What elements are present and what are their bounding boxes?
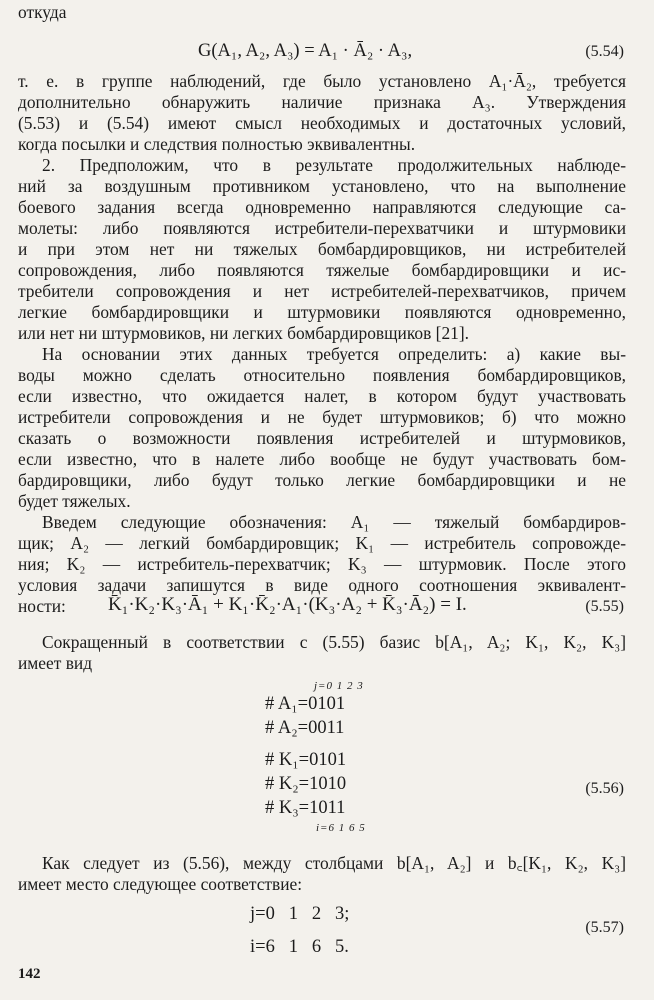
text-line: молеты: либо появляются истребители-перехватчики и штурмовики (18, 218, 626, 238)
text-line: щик; A₂ — легкий бомбардировщик; K₁ — истребитель сопровожде- (18, 533, 626, 553)
text-line: бардировщики, либо будут только легкие бомбардировщики и не (18, 470, 626, 490)
text-line: дополнительно обнаружить наличие признака A₃. Утверждения (18, 92, 626, 112)
paragraph-start: На основании этих данных требуется определить: а) какие вы- (42, 344, 626, 364)
basis-row-a1: # A₁=0101 (265, 694, 346, 714)
correspondence-row-i: i=6 1 6 5. (250, 937, 349, 957)
text-line: и при этом нет ни тяжелых бомбардировщиков, ни истребителей (18, 239, 626, 259)
equation-number: (5.57) (585, 919, 624, 936)
basis-row-a2: # A₂=0011 (265, 718, 345, 738)
equation-number: (5.56) (585, 780, 624, 797)
correspondence-row-j: j=0 1 2 3; (250, 904, 350, 924)
text-line: воды можно сделать относительно появления бомбардировщиков, (18, 365, 626, 385)
text-line: ности: (18, 596, 66, 616)
paragraph-start: Введем следующие обозначения: A₁ — тяжелый бомбардиров- (42, 512, 626, 532)
basis-row-k1: # K₁=0101 (265, 750, 347, 770)
text-line: ний за воздушным противником установлено, что на выполнение (18, 176, 626, 196)
paragraph-start: 2. Предположим, что в результате продолжительных наблюде- (42, 155, 626, 175)
text-line: легкие бомбардировщики и штурмовики появляются одновременно, (18, 302, 626, 322)
text-line: будет тяжелых. (18, 491, 131, 511)
text-line: имеет вид (18, 653, 93, 673)
text-line: т. е. в группе наблюдений, где было установлено A₁·Ā₂, требуется (18, 71, 626, 91)
text-line: или нет ни штурмовиков, ни легких бомбардировщиков [21]. (18, 323, 469, 343)
text-line: если известно, что ожидается налет, в котором будут участвовать (18, 386, 626, 406)
text-line: условия задачи запишутся в виде одного соотношения эквивалент- (18, 575, 626, 595)
equation-number: (5.55) (585, 598, 624, 615)
basis-column-index-i: i=6 1 6 5 (316, 822, 366, 834)
text-line: откуда (18, 2, 67, 22)
text-line: требители сопровождения и нет истребителей-перехватчиков, причем (18, 281, 626, 301)
text-line: истребители сопровождения и не будет штурмовиков; б) что можно (18, 407, 626, 427)
basis-row-k3: # K₃=1011 (265, 798, 346, 818)
text-line: сопровождения, либо появляются тяжелые бомбардировщики и ис- (18, 260, 626, 280)
text-line: когда посылки и следствия полностью эквивалентны. (18, 134, 416, 154)
equation-number: (5.54) (585, 43, 624, 60)
paragraph-start: Как следует из (5.56), между столбцами b[A₁, A₂] и b꜀[K₁, K₂, K₃] (42, 853, 626, 873)
text-line: ния; K₂ — истребитель-перехватчик; K₃ — штурмовик. После этого (18, 554, 626, 574)
paragraph-start: Сокращенный в соответствии с (5.55) базис b[A₁, A₂; K₁, K₂, K₃] (42, 632, 626, 652)
equation-5-55: K̄₁·K₂·K₃·Ā₁ + K₁·K̄₂·A₁·(K₃·A₂ + K̄₃·Ā₂) = I. (108, 594, 467, 615)
text-line: боевого задания всегда одновременно направляются следующие са- (18, 197, 626, 217)
equation-5-54: G(A₁, A₂, A₃) = A₁ · Ā₂ · A₃, (198, 41, 413, 61)
text-line: (5.53) и (5.54) имеют смысл необходимых и достаточных условий, (18, 113, 626, 133)
basis-row-k2: # K₂=1010 (265, 774, 347, 794)
text-line: имеет место следующее соответствие: (18, 874, 303, 894)
page-number: 142 (18, 966, 41, 982)
text-line: сказать о возможности появления истребителей и штурмовиков, (18, 428, 626, 448)
text-line: если известно, что в налете либо вообще не будут участвовать бом- (18, 449, 626, 469)
basis-column-index-j: j=0 1 2 3 (314, 680, 364, 692)
